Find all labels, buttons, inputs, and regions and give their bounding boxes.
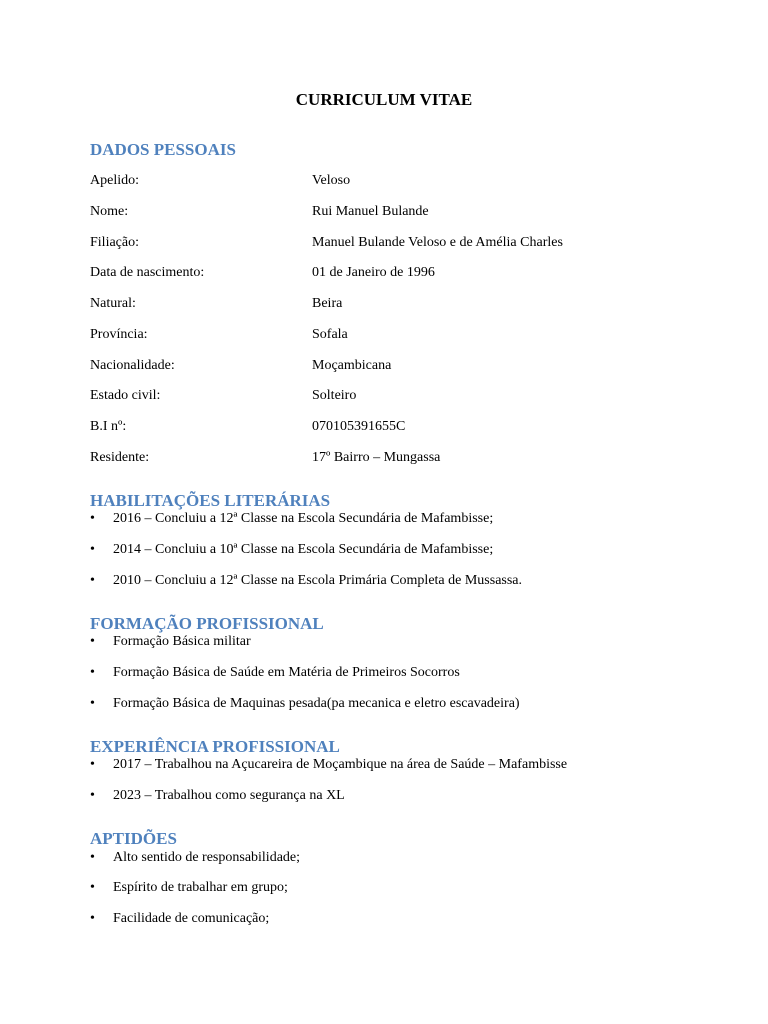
field-value: Sofala xyxy=(312,327,348,342)
bullet-marker: • xyxy=(90,511,95,526)
bullet-marker: • xyxy=(90,665,95,680)
personal-data-heading: DADOS PESSOAIS xyxy=(90,140,236,159)
skills-item-text: Espírito de trabalhar em grupo; xyxy=(113,880,288,895)
field-value: Manuel Bulande Veloso e de Amélia Charles xyxy=(312,235,563,250)
education-heading: HABILITAÇÕES LITERÁRIAS xyxy=(90,491,331,510)
training-heading: FORMAÇÃO PROFISSIONAL xyxy=(90,614,324,633)
training-item-text: Formação Básica de Saúde em Matéria de Primeiros Socorros xyxy=(113,665,460,680)
field-label: Estado civil: xyxy=(90,388,161,403)
skills-item-text: Facilidade de comunicação; xyxy=(113,911,270,926)
experience-heading: EXPERIÊNCIA PROFISSIONAL xyxy=(90,737,340,756)
field-value: Moçambicana xyxy=(312,358,392,373)
bullet-marker: • xyxy=(90,880,95,895)
field-value: Beira xyxy=(312,296,343,311)
field-value: Rui Manuel Bulande xyxy=(312,204,429,219)
skills-item-text: Alto sentido de responsabilidade; xyxy=(113,850,301,865)
bullet-marker: • xyxy=(90,542,95,557)
field-label: Data de nascimento: xyxy=(90,265,205,280)
field-value: Solteiro xyxy=(312,388,357,403)
field-label: Filiação: xyxy=(90,235,139,250)
field-value: 01 de Janeiro de 1996 xyxy=(312,265,435,280)
education-item-text: 2010 – Concluiu a 12ª Classe na Escola Primária Completa de Mussassa. xyxy=(113,573,523,588)
bullet-marker: • xyxy=(90,911,95,926)
bullet-marker: • xyxy=(90,757,95,772)
bullet-marker: • xyxy=(90,850,95,865)
bullet-marker: • xyxy=(90,634,95,649)
bullet-marker: • xyxy=(90,573,95,588)
skills-heading: APTIDÕES xyxy=(90,829,177,848)
training-item-text: Formação Básica militar xyxy=(113,634,251,649)
document-title: CURRICULUM VITAE xyxy=(295,90,473,109)
experience-item-text: 2023 – Trabalhou como segurança na XL xyxy=(113,788,345,803)
field-label: Apelido: xyxy=(90,173,139,188)
bullet-marker: • xyxy=(90,696,95,711)
experience-item-text: 2017 – Trabalhou na Açucareira de Moçambique na área de Saúde – Mafambisse xyxy=(113,757,568,772)
field-value: 070105391655C xyxy=(312,419,406,434)
education-item-text: 2016 – Concluiu a 12ª Classe na Escola Secundária de Mafambisse; xyxy=(113,511,494,526)
field-value: 17º Bairro – Mungassa xyxy=(312,450,441,465)
training-item-text: Formação Básica de Maquinas pesada(pa mecanica e eletro escavadeira) xyxy=(113,696,520,711)
field-value: Veloso xyxy=(312,173,351,188)
field-label: Residente: xyxy=(90,450,150,465)
field-label: Província: xyxy=(90,327,148,342)
field-label: Natural: xyxy=(90,296,136,311)
field-label: Nacionalidade: xyxy=(90,358,175,373)
field-label: B.I nº: xyxy=(90,419,127,434)
education-item-text: 2014 – Concluiu a 10ª Classe na Escola Secundária de Mafambisse; xyxy=(113,542,494,557)
bullet-marker: • xyxy=(90,788,95,803)
field-label: Nome: xyxy=(90,204,129,219)
